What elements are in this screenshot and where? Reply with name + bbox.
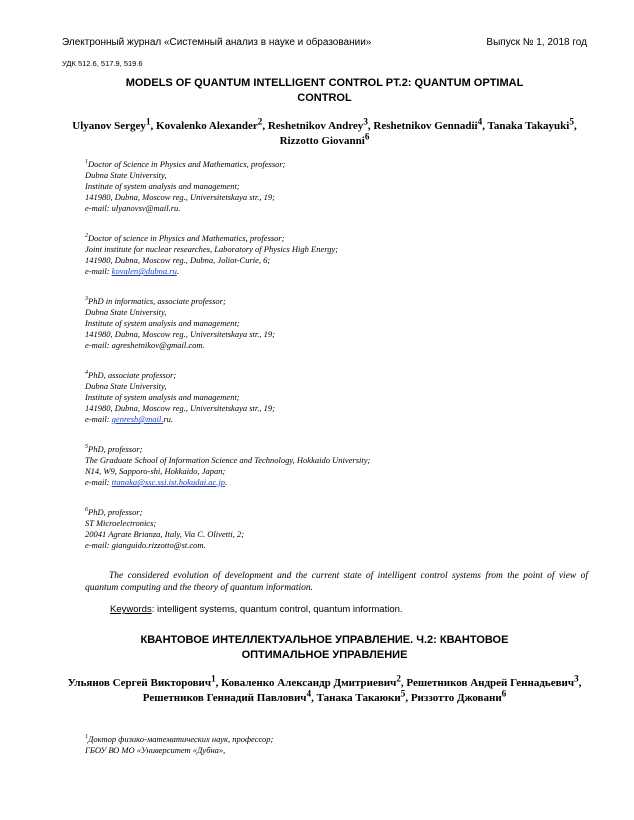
author-name: Reshetnikov Andrey	[267, 120, 364, 132]
email-prefix: e-mail:	[85, 414, 112, 424]
author-name: Решетников Геннадий Павлович	[142, 692, 307, 704]
aff-line: Doctor of Science in Physics and Mathematics, professor;	[88, 159, 286, 169]
affiliation-6	[85, 507, 555, 551]
aff-line: Доктор физико-математических наук, профессор;	[88, 734, 274, 744]
aff-sup: 6	[85, 507, 88, 514]
aff-line: PhD in informatics, associate professor;	[88, 296, 226, 306]
aff-line: Institute of system analysis and management;	[85, 392, 240, 402]
running-header	[62, 37, 587, 48]
aff-line: Joint institute for nuclear researches, Laboratory of Physics High Energy;	[85, 244, 339, 254]
aff-sup: 5	[85, 444, 88, 451]
email-text: agreshetnikov@gmail.com.	[111, 340, 205, 350]
issue-label: Выпуск № 1, 2018 год	[486, 37, 587, 48]
journal-name: Электронный журнал «Системный анализ в науке и образовании»	[62, 37, 372, 48]
author-sup: 5	[569, 116, 574, 127]
aff-sup: 1	[85, 159, 88, 166]
aff-line: Dubna State University,	[85, 307, 167, 317]
email-link[interactable]: ttanaka@ssc.ssi.ist.hokudai.ac.jp	[111, 477, 226, 487]
title-ru-line2: ОПТИМАЛЬНОЕ УПРАВЛЕНИЕ	[241, 649, 408, 661]
aff-sup: 3	[85, 296, 88, 303]
author-name: Rizzotto Giovanni	[279, 135, 365, 147]
author-sup: 2	[257, 116, 263, 127]
keywords-label: Keywords	[110, 604, 152, 615]
author-sup: 2	[396, 673, 401, 684]
author-sup: 4	[306, 688, 312, 699]
aff-line: Institute of system analysis and management;	[85, 181, 240, 191]
udk-code: УДК 512.6, 517.9, 519.6	[62, 59, 143, 68]
affiliation-3	[85, 296, 555, 351]
aff-line: 141980, Dubna, Moscow reg., Dubna, Joliot-Curie, 6;	[85, 255, 271, 265]
author-name: Ulyanov Sergey	[72, 120, 146, 132]
authors-ru: Ульянов Сергей Викторович$^1$, Коваленко Александр Дмитриевич$^2$, Решетников Андрей Геннадьевич$^3$, Решетников Геннадий Павлович$^4$, Танака Такаюки$^5$, Риззотто Джовани$^6$	[67, 673, 582, 704]
title-en-line1: MODELS OF QUANTUM INTELLIGENT CONTROL PT.2: QUANTUM OPTIMAL	[125, 77, 524, 89]
author-name: Решетников Андрей Геннадьевич	[406, 677, 575, 689]
author-sup: 3	[574, 673, 579, 684]
email-prefix: e-mail:	[85, 340, 112, 350]
aff-sup: 2	[85, 233, 88, 240]
title-ru	[62, 633, 587, 663]
aff-line: PhD, associate professor;	[88, 370, 177, 380]
aff-line: 20041 Agrate Brianza, Italy, Via C. Olivetti, 2;	[85, 529, 245, 539]
affiliation-ru-1	[85, 734, 555, 756]
aff-line: Institute of system analysis and management;	[85, 318, 240, 328]
aff-line: 141980, Dubna, Moscow reg., Universitetskaya str., 19;	[85, 192, 275, 202]
aff-line: 141980, Dubna, Moscow reg., Universitetskaya str., 19;	[85, 329, 275, 339]
author-sup: 1	[145, 116, 151, 127]
email-link[interactable]: kovalen@dubna.ru	[111, 266, 177, 276]
email-link[interactable]: genresh@mail.	[111, 414, 164, 424]
author-name: Коваленко Александр Дмитриевич	[221, 677, 397, 689]
aff-line: Dubna State University,	[85, 170, 167, 180]
aff-line: N14, W9, Sapporo-shi, Hokkaido, Japan;	[85, 466, 226, 476]
author-name: Reshetnikov Gennadii	[373, 120, 478, 132]
title-ru-line1: КВАНТОВОЕ ИНТЕЛЛЕКТУАЛЬНОЕ УПРАВЛЕНИЕ. Ч.2: КВАНТОВОЕ	[140, 634, 509, 646]
aff-line: Doctor of science in Physics and Mathematics, professor;	[88, 233, 285, 243]
author-sup: 5	[400, 688, 406, 699]
authors-en: Ulyanov Sergey$^1$, Kovalenko Alexander$^2$, Reshetnikov Andrey$^3$, Reshetnikov Gennadii$^4$, Tanaka Takayuki$^5$, Rizzotto Giovanni$^6$	[72, 116, 577, 147]
author-name: Танака Такаюки	[316, 692, 401, 704]
email-prefix: e-mail:	[85, 540, 112, 550]
author-name: Tanaka Takayuki	[487, 120, 570, 132]
affiliation-2	[85, 233, 555, 277]
aff-line: ST Microelectronics;	[85, 518, 157, 528]
aff-line: Dubna State University,	[85, 381, 167, 391]
title-en	[62, 76, 587, 106]
email-prefix: e-mail:	[85, 477, 112, 487]
author-sup: 4	[477, 116, 483, 127]
abstract-en: The considered evolution of development and the current state of intelligent control systems from the point of view of quantum computing and the theory of quantum information.	[85, 571, 588, 593]
aff-line: PhD, professor;	[88, 444, 143, 454]
author-sup: 3	[363, 116, 368, 127]
aff-line: PhD, professor;	[88, 507, 143, 517]
email-suffix: .	[176, 266, 179, 276]
aff-line: 141980, Dubna, Moscow reg., Universitetskaya str., 19;	[85, 403, 275, 413]
aff-line: ГБОУ ВО МО «Университет «Дубна»,	[85, 745, 226, 755]
email-prefix: e-mail:	[85, 203, 112, 213]
author-sup: 1	[211, 673, 216, 684]
aff-sup: 4	[85, 370, 88, 377]
author-name: Ульянов Сергей Викторович	[67, 677, 212, 689]
aff-sup: 1	[85, 734, 88, 741]
email-prefix: e-mail:	[85, 266, 112, 276]
title-en-line2: CONTROL	[297, 92, 352, 104]
affiliation-1	[85, 159, 555, 214]
author-sup: 6	[501, 688, 507, 699]
affiliation-5	[85, 444, 555, 488]
email-suffix: ru.	[163, 414, 174, 424]
affiliation-4	[85, 370, 555, 425]
author-name: Kovalenko Alexander	[156, 120, 258, 132]
email-suffix: .	[225, 477, 228, 487]
author-sup: 6	[364, 131, 370, 142]
email-text: gianguido.rizzotto@st.com.	[111, 540, 206, 550]
aff-line: The Graduate School of Information Science and Technology, Hokkaido University;	[85, 455, 371, 465]
author-name: Риззотто Джовани	[410, 692, 502, 704]
keywords	[110, 604, 588, 615]
keywords-text: : intelligent systems, quantum control, quantum information.	[151, 604, 403, 615]
email-text: ulyanovsv@mail.ru.	[111, 203, 181, 213]
